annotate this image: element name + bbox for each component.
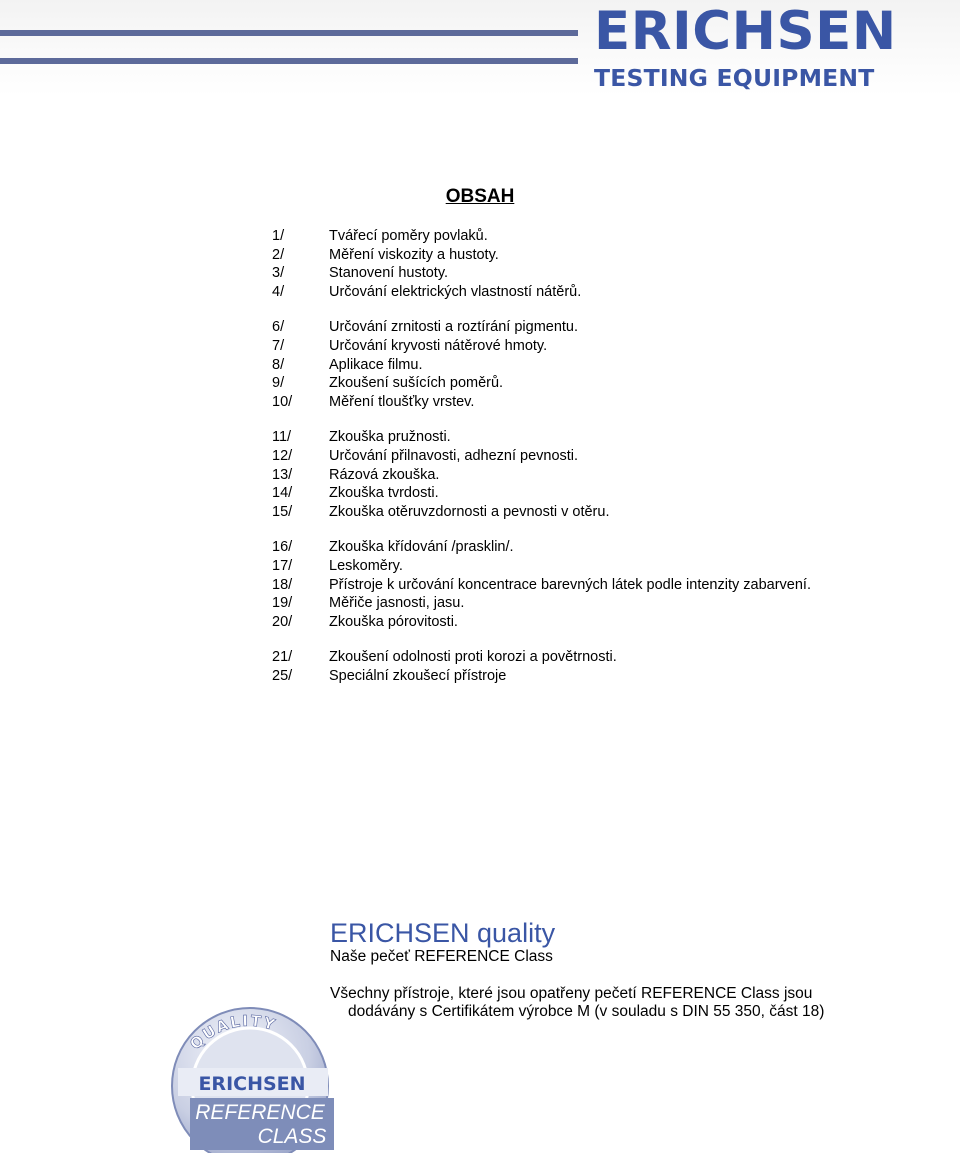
toc-item-text: Speciální zkoušecí přístroje <box>329 668 507 685</box>
toc-item-number: 14/ <box>272 485 293 502</box>
toc-item-text: Zkouška otěruvzdornosti a pevnosti v otěru. <box>329 504 610 521</box>
seal-reference-text: REFERENCE <box>195 1101 325 1124</box>
toc-item <box>272 648 932 667</box>
toc-item-number: 7/ <box>272 338 285 355</box>
toc-group <box>272 318 932 412</box>
toc-item-number: 2/ <box>272 246 285 263</box>
header-stripe <box>0 58 578 64</box>
toc-group <box>272 428 932 522</box>
toc-item <box>272 264 932 283</box>
quality-description-line: Všechny přístroje, které jsou opatřeny pečetí REFERENCE Class jsou <box>330 985 813 1002</box>
toc-item-text: Zkouška pórovitosti. <box>329 614 458 631</box>
toc-item-number: 13/ <box>272 466 293 483</box>
header-stripe <box>0 30 578 36</box>
toc-item-text: Určování kryvosti nátěrové hmoty. <box>329 338 548 355</box>
toc-item-number: 8/ <box>272 356 285 373</box>
toc-item <box>272 246 932 265</box>
toc-item <box>272 667 932 686</box>
logo-brand: ERICHSEN <box>594 1 897 62</box>
quality-description-line: dodávány s Certifikátem výrobce M (v souladu s DIN 55 350, část 18) <box>348 1003 825 1020</box>
toc-item-text: Leskoměry. <box>329 558 403 575</box>
toc-item <box>272 428 932 447</box>
toc-item-text: Zkoušení odolnosti proti korozi a povětrnosti. <box>329 649 617 666</box>
toc-item <box>272 484 932 503</box>
toc-item <box>272 318 932 337</box>
seal-brand-text: ERICHSEN <box>198 1073 306 1095</box>
toc-item-number: 17/ <box>272 558 293 575</box>
toc-item-text: Měřiče jasnosti, jasu. <box>329 595 465 612</box>
toc-item-text: Určování zrnitosti a roztírání pigmentu. <box>329 319 579 336</box>
toc-item <box>272 227 932 246</box>
toc-item-text: Zkouška pružnosti. <box>329 429 451 446</box>
toc-item-text: Aplikace filmu. <box>329 356 423 373</box>
toc-item-text: Určování přilnavosti, adhezní pevnosti. <box>329 448 579 465</box>
logo-subtitle: TESTING EQUIPMENT <box>594 64 875 92</box>
toc-group <box>272 648 932 685</box>
toc-item <box>272 337 932 356</box>
toc-item-number: 19/ <box>272 595 293 612</box>
toc-item-number: 16/ <box>272 539 293 556</box>
toc-item <box>272 503 932 522</box>
toc-item <box>272 393 932 412</box>
quality-subheading: Naše pečeť REFERENCE Class <box>330 948 553 965</box>
toc-item-number: 25/ <box>272 668 293 685</box>
toc-item <box>272 538 932 557</box>
reference-class-seal <box>164 1006 334 1153</box>
toc-item <box>272 283 932 302</box>
toc-item-text: Měření viskozity a hustoty. <box>329 246 499 263</box>
toc-item-number: 1/ <box>272 228 285 244</box>
toc-item-number: 15/ <box>272 504 293 521</box>
table-of-contents <box>272 227 932 702</box>
erichsen-logo <box>590 2 960 96</box>
toc-item <box>272 447 932 466</box>
toc-item-number: 9/ <box>272 375 285 392</box>
toc-item <box>272 466 932 485</box>
quality-heading: ERICHSEN quality <box>330 918 556 948</box>
toc-group <box>272 538 932 632</box>
toc-item <box>272 594 932 613</box>
seal-top-text: QUALITY <box>186 1011 279 1054</box>
toc-item-number: 18/ <box>272 576 293 593</box>
toc-group <box>272 227 932 302</box>
seal-graphic <box>164 1006 334 1153</box>
toc-item-number: 20/ <box>272 614 293 631</box>
toc-item-text: Tvářecí poměry povlaků. <box>329 228 488 244</box>
toc-item-number: 3/ <box>272 265 285 282</box>
toc-item-number: 10/ <box>272 394 293 411</box>
toc-item-text: Přístroje k určování koncentrace barevných látek podle intenzity zabarvení. <box>329 576 811 593</box>
toc-item-number: 11/ <box>272 429 292 446</box>
toc-item-number: 6/ <box>272 319 285 336</box>
quality-description <box>330 985 890 1021</box>
toc-item <box>272 557 932 576</box>
toc-item-text: Určování elektrických vlastností nátěrů. <box>329 284 582 301</box>
toc-item-number: 12/ <box>272 448 293 465</box>
toc-item-text: Zkouška tvrdosti. <box>329 485 439 502</box>
toc-item-number: 21/ <box>272 649 293 666</box>
toc-item <box>272 356 932 375</box>
toc-item-text: Zkouška křídování /prasklin/. <box>329 539 514 556</box>
toc-item <box>272 613 932 632</box>
seal-class-text: CLASS <box>257 1125 327 1148</box>
toc-item <box>272 576 932 595</box>
toc-item-text: Zkoušení sušících poměrů. <box>329 375 504 392</box>
toc-title: OBSAH <box>445 186 515 207</box>
toc-item <box>272 374 932 393</box>
toc-item-text: Stanovení hustoty. <box>329 265 449 282</box>
toc-item-text: Rázová zkouška. <box>329 466 440 483</box>
toc-item-text: Měření tloušťky vrstev. <box>329 394 475 411</box>
toc-item-number: 4/ <box>272 284 285 301</box>
